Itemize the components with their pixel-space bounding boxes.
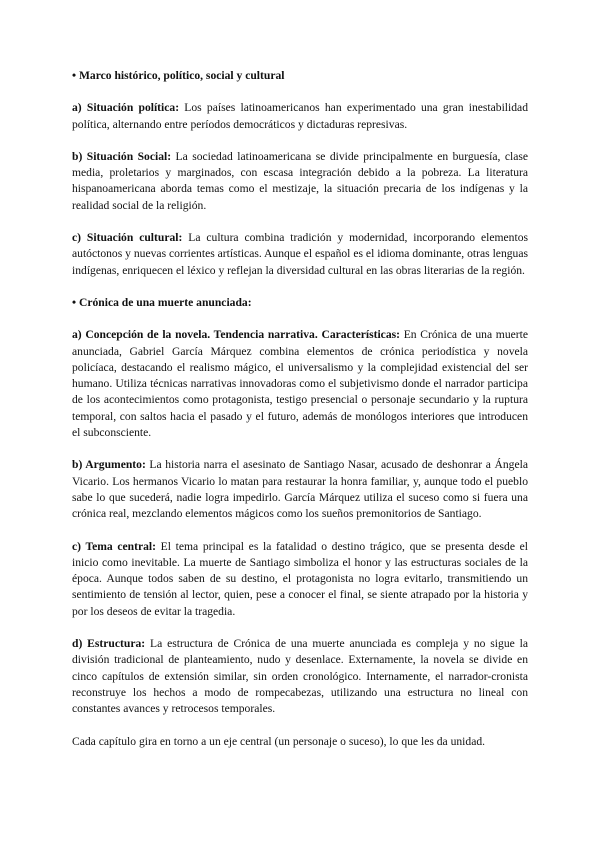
paragraph-text: Los países latinoamericanos han experimentado una gran inestabilidad política, alternando entre períodos democráticos y dictaduras represivas. <box>72 101 528 131</box>
section-heading-marco: • Marco histórico, político, social y cultural <box>72 69 285 82</box>
paragraph-argumento <box>72 457 528 522</box>
paragraph-label: c) Tema central: <box>72 539 157 553</box>
paragraph-situacion-cultural <box>72 230 528 279</box>
paragraph-label: b) Argumento: <box>72 458 146 472</box>
paragraph-text: La estructura de Crónica de una muerte anunciada es compleja y no sigue la división tradicional de planteamiento, nudo y desenlace. Externamente, la novela se divide en cinco capítulos de extensión similar, sin orden cronológico. Internamente, el narrador-cronista reconstruye los hechos a modo de rompecabezas, utilizando una estructura no lineal con constantes avances y retrocesos temporales. <box>72 637 528 716</box>
paragraph-closing: Cada capítulo gira en torno a un eje central (un personaje o suceso), lo que les da unidad. <box>72 734 486 748</box>
paragraph-situacion-politica <box>72 100 528 133</box>
paragraph-label: a) Concepción de la novela. Tendencia narrativa. Características: <box>72 328 400 342</box>
paragraph-tema-central <box>72 539 528 620</box>
paragraph-situacion-social <box>72 149 528 214</box>
paragraph-text: La sociedad latinoamericana se divide principalmente en burguesía, clase media, proletarios y marginados, con escasa integración debido a la pobreza. La literatura hispanoamericana aborda temas como el mestizaje, la situación precaria de los indígenas y la realidad social de la religión. <box>72 149 529 212</box>
paragraph-text: El tema principal es la fatalidad o destino trágico, que se presenta desde el inicio como inevitable. La muerte de Santiago simboliza el honor y las estructuras sociales de la época. Aunque todos saben de su destino, el protagonista no logra evitarlo, transmitiendo un sentimiento de tensión al lector, quien, pese a conocer el final, se siente atrapado por la historia y por los deseos de evitar la tragedia. <box>72 539 528 618</box>
paragraph-label: b) Situación Social: <box>72 149 172 163</box>
paragraph-text: La historia narra el asesinato de Santiago Nasar, acusado de deshonrar a Ángela Vicario. Los hermanos Vicario lo matan para restaurar la honra familiar, y, aunque todo el pueblo sabe lo que sucederá, nadie logra impedirlo. García Márquez utiliza el suceso como si fuera una crónica real, mezclando elementos mágicos como los sueños premonitorios de Santiago. <box>72 458 528 521</box>
paragraph-label: c) Situación cultural: <box>72 231 183 245</box>
section-heading-cronica: • Crónica de una muerte anunciada: <box>72 295 252 309</box>
paragraph-label: a) Situación política: <box>72 101 180 115</box>
document-page <box>72 68 528 766</box>
paragraph-label: d) Estructura: <box>72 637 146 651</box>
paragraph-text: La cultura combina tradición y modernidad, incorporando elementos autóctonos y nuevas corrientes artísticas. Aunque el español es el idioma dominante, otras lenguas indígenas, enriquecen el léxico y reflejan la diversidad cultural en las obras literarias de la región. <box>72 231 529 277</box>
paragraph-text: En Crónica de una muerte anunciada, Gabriel García Márquez combina elementos de crónica periodística y novela policíaca, destacando el realismo mágico, el universalismo y la complejidad existencial del ser humano. Utiliza técnicas narrativas innovadoras como el subjetivismo donde el narrador participa de los acontecimientos como protagonista, testigo presencial o personaje secundario y la ruptura temporal, con saltos hacia el pasado y el futuro, además de monólogos interiores que introducen el subconsciente. <box>72 328 528 440</box>
paragraph-estructura <box>72 636 528 717</box>
paragraph-concepcion <box>72 327 528 441</box>
